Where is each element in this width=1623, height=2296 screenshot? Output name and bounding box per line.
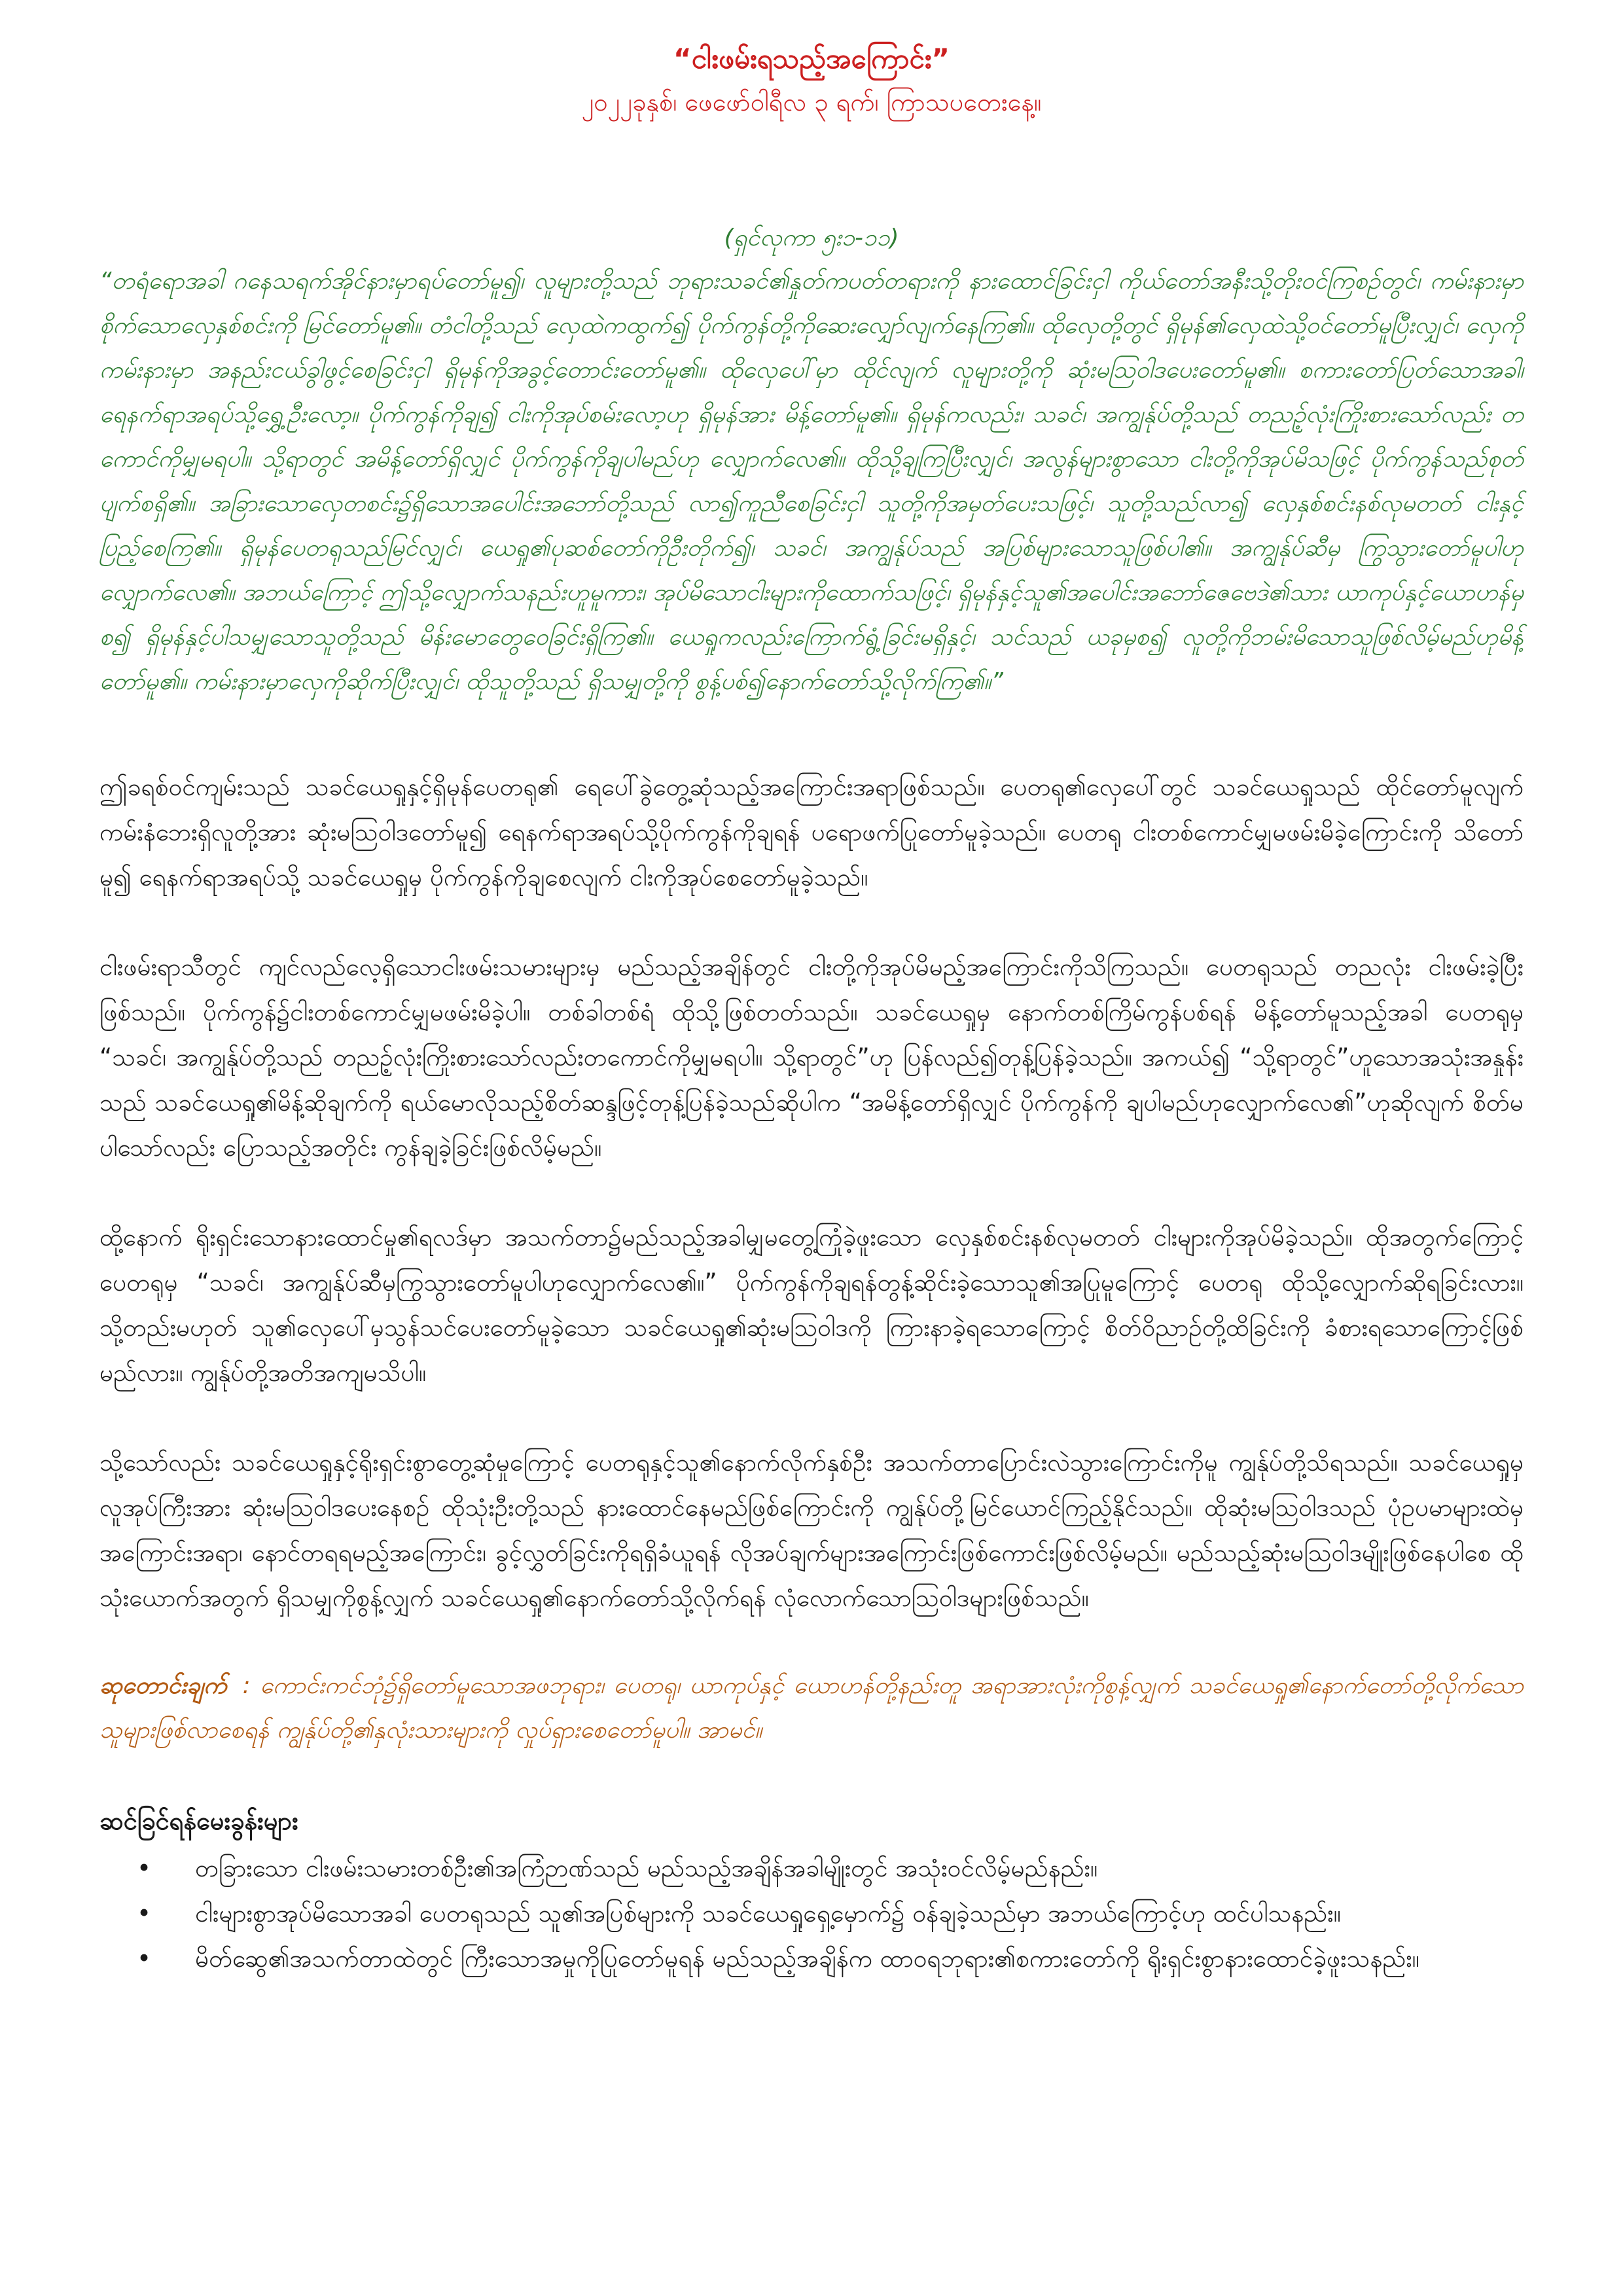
question-item bbox=[99, 1846, 1524, 1891]
document-date: ၂၀၂၂ခုနှစ်၊ ဖေဖော်ဝါရီလ ၃ ရက်၊ ကြာသပတေးနေ့။ bbox=[581, 88, 1042, 117]
bullet-icon: • bbox=[137, 1854, 151, 1882]
question-text: ငါးများစွာအုပ်မိသောအခါ ပေတရုသည် သူ၏အပြစ်များကို သခင်ယေရှုရှေ့မှောက်၌ ဝန်ချခဲ့သည်မှာ အဘယ်ကြောင့်ဟု ထင်ပါသနည်း။ bbox=[195, 1899, 1341, 1928]
document-page bbox=[99, 39, 1524, 1981]
questions-heading: ဆင်ခြင်ရန်မေးခွန်းများ bbox=[99, 1806, 298, 1835]
body-paragraph-2: ငါးဖမ်းရာသီတွင် ကျင်လည်လေ့ရှိသောငါးဖမ်းသမားများမှ မည်သည့်အချိန်တွင် ငါးတို့ကိုအုပ်မိမည့်အကြောင်းကိုသိကြသည်။ ပေတရုသည် တညလုံး ငါးဖမ်းခဲ့ပြီးဖြစ်သည်။ ပိုက်ကွန်၌ငါးတစ်ကောင်မျှမဖမ်းမိခဲ့ပါ။ တစ်ခါတစ်ရံ ထိုသို့ဖြစ်တတ်သည်။ သခင်ယေရှုမှ နောက်တစ်ကြိမ်ကွန်ပစ်ရန် မိန့်တော်မူသည့်အခါ ပေတရုမှ “သခင်၊ အကျွန်ုပ်တို့သည် တညဉ့်လုံးကြိုးစားသော်လည်းတကောင်ကိုမျှမရပါ။ သို့ရာတွင်”ဟု ပြန်လည်၍တုန့်ပြန်ခဲ့သည်။ အကယ်၍ “သို့ရာတွင်”ဟူသောအသုံးအနှုန်းသည် သခင်ယေရှု၏မိန့်ဆိုချက်ကို ရယ်မောလိုသည့်စိတ်ဆန္ဒဖြင့်တုန့်ပြန်ခဲ့သည်ဆိုပါက “အမိန့်တော်ရှိလျှင် ပိုက်ကွန်ကို ချပါမည်ဟုလျှောက်လေ၏”ဟုဆိုလျက် စိတ်မပါသော်လည်း ပြောသည့်အတိုင်း ကွန်ချခဲ့ခြင်းဖြစ်လိမ့်မည်။ bbox=[99, 953, 1524, 1162]
question-item bbox=[99, 1936, 1524, 1981]
body-paragraph-1: ဤခရစ်ဝင်ကျမ်းသည် သခင်ယေရှုနှင့်ရှိမုန်ပေတရု၏ ရေပေါ်ခွဲတွေ့ဆုံသည့်အကြောင်းအရာဖြစ်သည်။ ပေတရု၏လှေပေါ်တွင် သခင်ယေရှုသည် ထိုင်တော်မူလျက် ကမ်းနံဘေးရှိလူတို့အား ဆုံးမသြဝါဒတော်မူ၍ ရေနက်ရာအရပ်သို့ပိုက်ကွန်ကိုချရန် ပရောဖက်ပြုတော်မူခဲ့သည်။ ပေတရု ငါးတစ်ကောင်မျှမဖမ်းမိခဲ့ကြောင်းကို သိတော်မူ၍ ရေနက်ရာအရပ်သို့ သခင်ယေရှုမှ ပိုက်ကွန်ကိုချစေလျက် ငါးကိုအုပ်စေတော်မူခဲ့သည်။ bbox=[99, 773, 1524, 891]
bullet-icon: • bbox=[137, 1899, 151, 1928]
body-paragraph-4: သို့သော်လည်း သခင်ယေရှုနှင့်ရိုးရှင်းစွာတွေ့ဆုံမှုကြောင့် ပေတရုနှင့်သူ၏နောက်လိုက်နှစ်ဦး အသက်တာပြောင်းလဲသွားကြောင်းကိုမူ ကျွန်ုပ်တို့သိရသည်။ သခင်ယေရှုမှ လူအုပ်ကြီးအား ဆုံးမသြဝါဒပေးနေစဉ် ထိုသုံးဦးတို့သည် နားထောင်နေမည်ဖြစ်ကြောင်းကို ကျွန်ုပ်တို့မြင်ယောင်ကြည့်နိုင်သည်။ ထိုဆုံးမသြဝါဒသည် ပုံဥပမာများထဲမှအကြောင်းအရာ၊ နောင်တရရမည့်အကြောင်း၊ ခွင့်လွှတ်ခြင်းကိုရရှိခံယူရန် လိုအပ်ချက်များအကြောင်းဖြစ်ကောင်းဖြစ်လိမ့်မည်။ မည်သည့်ဆုံးမသြဝါဒမျိုးဖြစ်နေပါစေ ထိုသုံးယောက်အတွက် ရှိသမျှကိုစွန့်လျှက် သခင်ယေရှု၏နောက်တော်သို့လိုက်ရန် လုံလောက်သောသြဝါဒများဖြစ်သည်။ bbox=[99, 1448, 1524, 1612]
body-paragraph-3: ထို့နောက် ရိုးရှင်းသောနားထောင်မှု၏ရလဒ်မှာ အသက်တာ၌မည်သည့်အခါမျှမတွေ့ကြုံခဲ့ဖူးသော လှေနှစ်စင်းနစ်လုမတတ် ငါးများကိုအုပ်မိခဲ့သည်။ ထိုအတွက်ကြောင့် ပေတရုမှ “သခင်၊ အကျွန်ုပ်ဆီမှကြွသွားတော်မူပါဟုလျှောက်လေ၏။” ပိုက်ကွန်ကိုချရန်တွန့်ဆိုင်းခဲ့သောသူ၏အပြုမူကြောင့် ပေတရု ထိုသို့လျှောက်ဆိုရခြင်းလား။ သို့တည်းမဟုတ် သူ၏လှေပေါ်မှသွန်သင်ပေးတော်မူခဲ့သော သခင်ယေရှု၏ဆုံးမသြဝါဒကို ကြားနာခဲ့ရသောကြောင့် စိတ်ဝိညာဉ်တို့ထိခြင်းကို ခံစားရသောကြောင့်ဖြစ်မည်လား။ ကျွန်ုပ်တို့အတိအကျမသိပါ။ bbox=[99, 1223, 1524, 1387]
question-text: တခြားသော ငါးဖမ်းသမားတစ်ဦး၏အကြံဉာဏ်သည် မည်သည့်အချိန်အခါမျိုးတွင် အသုံးဝင်လိမ့်မည်နည်း။ bbox=[195, 1854, 1098, 1882]
bullet-icon: • bbox=[137, 1945, 151, 1973]
scripture-reference: (ရှင်လုကာ ၅း၁-၁၁) bbox=[724, 224, 899, 251]
question-item bbox=[99, 1891, 1524, 1936]
scripture-passage: “တရံရောအခါ ဂနေသရက်အိုင်နားမှာရပ်တော်မူ၍၊ လူများတို့သည် ဘုရားသခင်၏နှုတ်ကပတ်တရားကို နားထောင်ခြင်းငှါ ကိုယ်တော်အနီးသို့တိုးဝင်ကြစဉ်တွင်၊ ကမ်းနားမှာစိုက်သောလှေနှစ်စင်းကို မြင်တော်မူ၏။ တံငါတို့သည် လှေထဲကထွက်၍ ပိုက်ကွန်တို့ကိုဆေးလျှော်လျက်နေကြ၏။ ထိုလှေတို့တွင် ရှိမုန်၏လှေထဲသို့ဝင်တော်မူပြီးလျှင်၊ လှေကိုကမ်းနားမှာ အနည်းငယ်ခွါဖွင့်စေခြင်းငှါ ရှိမုန်ကိုအခွင့်တောင်းတော်မူ၏။ ထိုလှေပေါ်မှာ ထိုင်လျက် လူများတို့ကို ဆုံးမသြဝါဒပေးတော်မူ၏။ စကားတော်ပြတ်သောအခါ၊ ရေနက်ရာအရပ်သို့ရွှေ့ဦးလော့။ ပိုက်ကွန်ကိုချ၍ ငါးကိုအုပ်စမ်းလော့ဟု ရှိမုန်အား မိန့်တော်မူ၏။ ရှိမုန်ကလည်း၊ သခင်၊ အကျွန်ုပ်တို့သည် တညဉ့်လုံးကြိုးစားသော်လည်း တကောင်ကိုမျှမရပါ။ သို့ရာတွင် အမိန့်တော်ရှိလျှင် ပိုက်ကွန်ကိုချပါမည်ဟု လျှောက်လေ၏။ ထိုသို့ချကြပြီးလျှင်၊ အလွန်များစွာသော ငါးတို့ကိုအုပ်မိသဖြင့် ပိုက်ကွန်သည်စုတ်ပျက်စရှိ၏။ အခြားသောလှေတစင်း၌ရှိသောအပေါင်းအဘော်တို့သည် လာ၍ကူညီစေခြင်းငှါ သူတို့ကိုအမှတ်ပေးသဖြင့်၊ သူတို့သည်လာ၍ လှေနှစ်စင်းနစ်လုမတတ် ငါးနှင့်ပြည့်စေကြ၏။ ရှိမုန်ပေတရုသည်မြင်လျှင်၊ ယေရှု၏ပုဆစ်တော်ကိုဦးတိုက်၍၊ သခင်၊ အကျွန်ုပ်သည် အပြစ်များသောသူဖြစ်ပါ၏။ အကျွန်ုပ်ဆီမှ ကြွသွားတော်မူပါဟု လျှောက်လေ၏။ အဘယ်ကြောင့် ဤသို့လျှောက်သနည်းဟူမူကား၊ အုပ်မိသောငါးများကိုထောက်သဖြင့်၊ ရှိမုန်နှင့်သူ၏အပေါင်းအဘော်ဇေဗေဒဲ၏သား ယာကုပ်နှင့်ယောဟန်မှစ၍ ရှိမုန်နှင့်ပါသမျှသောသူတို့သည် မိန်းမောတွေဝေခြင်းရှိကြ၏။ ယေရှုကလည်းကြောက်ရွံ့ခြင်းမရှိနှင့်၊ သင်သည် ယခုမှစ၍ လူတို့ကိုဘမ်းမိသောသူဖြစ်လိမ့်မည်ဟုမိန့်တော်မူ၏။ ကမ်းနားမှာလှေကိုဆိုက်ပြီးလျှင်၊ ထိုသူတို့သည် ရှိသမျှတို့ကို စွန့်ပစ်၍နောက်တော်သို့လိုက်ကြ၏။” bbox=[99, 268, 1524, 695]
questions-list bbox=[99, 1846, 1524, 1981]
question-text: မိတ်ဆွေ၏အသက်တာထဲတွင် ကြီးသောအမှုကိုပြုတော်မူရန် မည်သည့်အချိန်က ထာဝရဘုရား၏စကားတော်ကို ရိုးရှင်းစွာနားထောင်ခဲ့ဖူးသနည်း။ bbox=[195, 1945, 1419, 1973]
document-title: “ငါးဖမ်းရသည့်အကြောင်း” bbox=[673, 43, 950, 75]
prayer-label: ဆုတောင်းချက် bbox=[99, 1672, 227, 1699]
prayer-block bbox=[99, 1664, 1524, 1753]
prayer-text: : ကောင်းကင်ဘုံ၌ရှိတော်မူသောအဖဘုရား၊ ပေတရု၊ ယာကုပ်နှင့် ယောဟန်တို့နည်းတူ အရာအားလုံးကိုစွန့်လျှက် သခင်ယေရှု၏နောက်တော်တို့လိုက်သောသူများဖြစ်လာစေရန် ကျွန်ုပ်တို့၏နှလုံးသားများကို လှုပ်ရှားစေတော်မူပါ။ အာမင်။ bbox=[99, 1672, 1524, 1744]
